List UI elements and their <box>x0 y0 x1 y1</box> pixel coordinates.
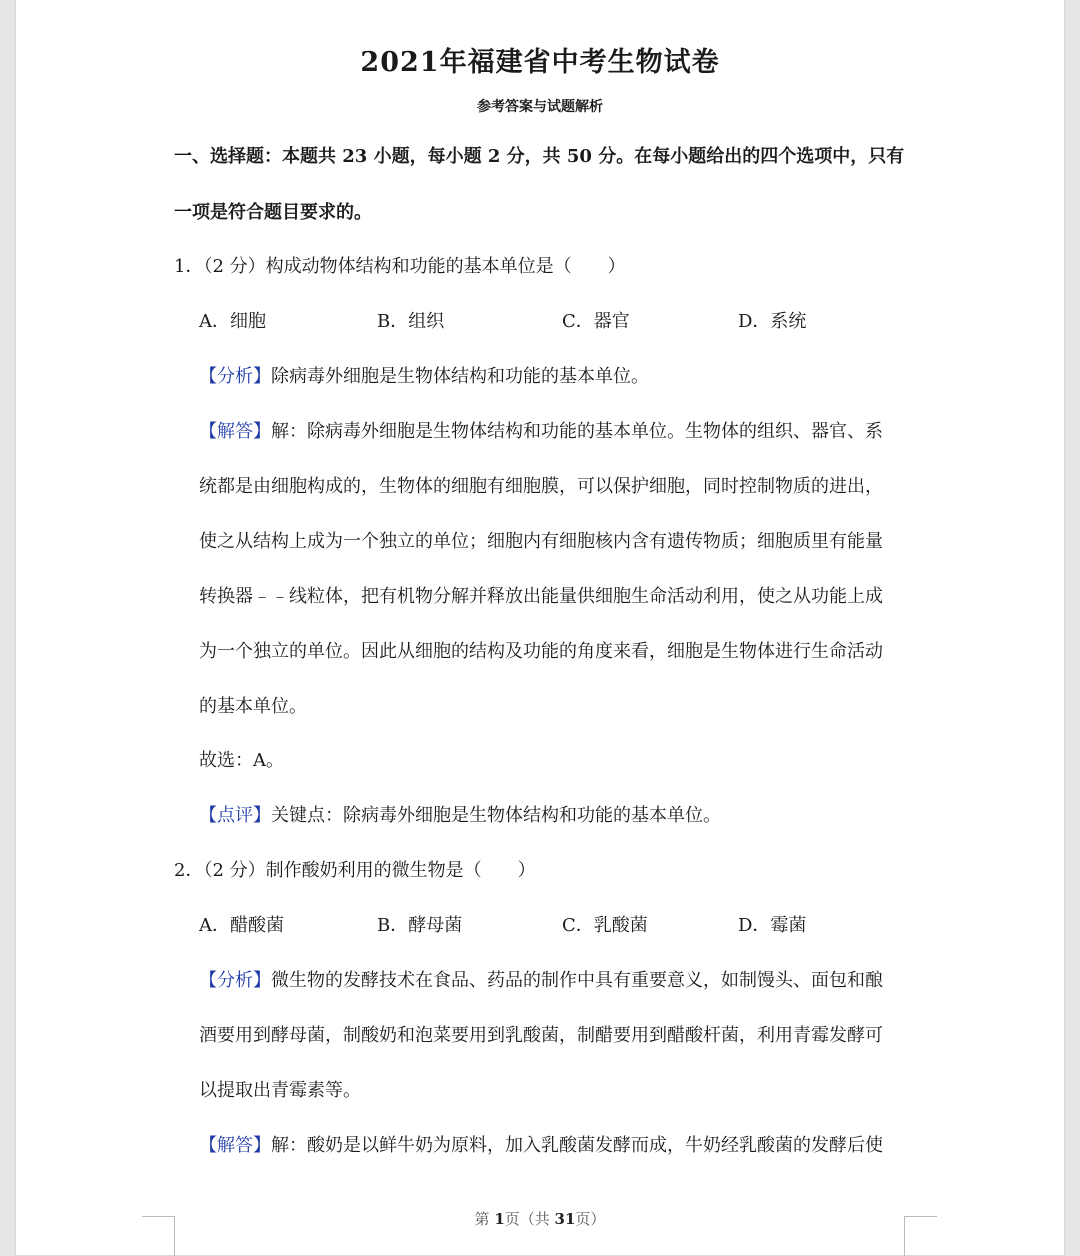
q1-answer-line-6: 的基本单位。 <box>199 696 307 717</box>
q1-answer-line-3: 使之从结构上成为一个独立的单位；细胞内有细胞核内含有遗传物质；细胞质里有能量 <box>199 531 883 552</box>
q2-answer <box>199 1131 883 1157</box>
q1-answer-line-4: 转换器﹣﹣线粒体，把有机物分解并释放出能量供细胞生命活动利用，使之从功能上成 <box>199 586 883 607</box>
footer-middle: 页（共 <box>504 1210 555 1228</box>
page-number: 1 <box>494 1210 505 1228</box>
page-total: 31 <box>554 1210 576 1228</box>
question-2-stem: 2．（2 分）制作酸奶利用的微生物是（ ） <box>174 860 536 881</box>
section-heading-line-1: 一、选择题：本题共 23 小题，每小题 2 分，共 50 分。在每小题给出的四个选项中，只有 <box>174 146 905 167</box>
q1-comment <box>199 801 721 827</box>
q2-analysis-line-2: 酒要用到酵母菌，制酸奶和泡菜要用到乳酸菌，制醋要用到醋酸杆菌，利用青霉发酵可 <box>199 1025 883 1046</box>
document-page <box>16 0 1064 1255</box>
answer-tag: 【解答】 <box>199 421 271 442</box>
crop-mark-left <box>142 1216 175 1256</box>
q1-answer-text-1: 解：除病毒外细胞是生物体结构和功能的基本单位。生物体的组织、器官、系 <box>271 421 883 442</box>
q2-option-c: C．乳酸菌 <box>562 915 648 936</box>
q1-comment-text: 关键点：除病毒外细胞是生物体结构和功能的基本单位。 <box>271 805 721 826</box>
q2-analysis-line-1 <box>199 966 883 992</box>
q1-answer-line-2: 统都是由细胞构成的，生物体的细胞有细胞膜，可以保护细胞，同时控制物质的进出， <box>199 476 883 497</box>
footer-prefix: 第 <box>474 1210 495 1228</box>
q2-option-b: B．酵母菌 <box>377 915 463 936</box>
q1-choice: 故选：A。 <box>199 750 284 771</box>
q1-answer-line-1 <box>199 417 883 443</box>
crop-mark-right <box>904 1216 937 1256</box>
q1-analysis <box>199 362 649 388</box>
q1-option-d: D．系统 <box>738 311 807 332</box>
footer-suffix: 页） <box>575 1210 606 1228</box>
q2-analysis-text-1: 微生物的发酵技术在食品、药品的制作中具有重要意义，如制馒头、面包和酿 <box>271 970 883 991</box>
q1-analysis-text: 除病毒外细胞是生物体结构和功能的基本单位。 <box>271 366 649 387</box>
q2-analysis-line-3: 以提取出青霉素等。 <box>199 1080 361 1101</box>
page-title: 2021年福建省中考生物试卷 <box>360 47 720 78</box>
question-1-stem: 1．（2 分）构成动物体结构和功能的基本单位是（ ） <box>174 256 626 277</box>
q2-answer-text: 解：酸奶是以鲜牛奶为原料，加入乳酸菌发酵而成，牛奶经乳酸菌的发酵后使 <box>271 1135 883 1156</box>
q1-option-b: B．组织 <box>377 311 445 332</box>
analysis-tag: 【分析】 <box>199 366 271 387</box>
q1-option-c: C．器官 <box>562 311 630 332</box>
section-heading-line-2: 一项是符合题目要求的。 <box>174 202 372 223</box>
q2-option-d: D．霉菌 <box>738 915 807 936</box>
comment-tag: 【点评】 <box>199 805 271 826</box>
q2-option-a: A．醋酸菌 <box>199 915 284 936</box>
q1-option-a: A．细胞 <box>199 311 266 332</box>
page-subtitle: 参考答案与试题解析 <box>477 99 603 115</box>
answer-tag: 【解答】 <box>199 1135 271 1156</box>
analysis-tag: 【分析】 <box>199 970 271 991</box>
q1-answer-line-5: 为一个独立的单位。因此从细胞的结构及功能的角度来看，细胞是生物体进行生命活动 <box>199 641 883 662</box>
